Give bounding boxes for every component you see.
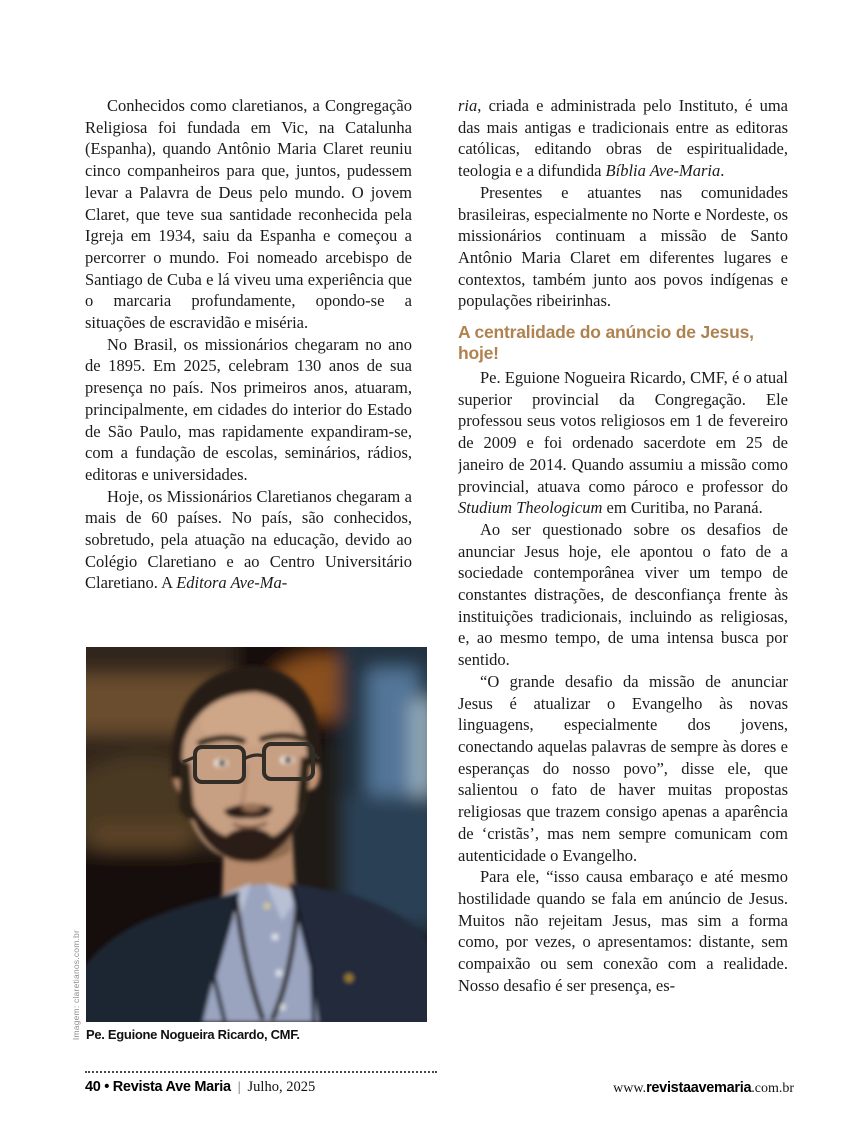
paragraph-continuation: ria, criada e administrada pelo Instituto, é uma das mais antigas e tradicionais entre as editoras católicas, editando obras de espiritualidade, teologia e a difundida Bíblia Ave-Maria.	[458, 96, 788, 181]
paragraph: Ao ser questionado sobre os desafios de anunciar Jesus hoje, ele apontou o fato de a sociedade contemporânea viver um tempo de constantes distrações, de desconfiança frente às instituições tradicionais, incluindo as religiosas, e, ao mesmo tempo, de uma intensa busca por sentido.	[458, 519, 788, 670]
paragraph: “O grande desafio da missão de anunciar Jesus é atualizar o Evangelho às novas linguagens, especialmente dos jovens, conectando aquelas palavras de sempre às dores e esperanças do nosso povo”, disse ele, que salientou o fato de haver muitas propostas religiosas que trazem consigo apenas a aparência de ‘cristãs’, mas nem sempre comunicam com autenticidade o Evangelho.	[458, 671, 788, 865]
footer-dotted-rule	[85, 1071, 437, 1073]
portrait-photo	[86, 647, 427, 1022]
portrait-illustration	[86, 647, 427, 1022]
footer-issue-date: Julho, 2025	[247, 1079, 316, 1095]
footer-website-url	[613, 1080, 794, 1097]
url-suffix: .com.br	[751, 1081, 794, 1096]
photo-caption: Pe. Eguione Nogueira Ricardo, CMF.	[86, 1027, 300, 1042]
footer-separator: |	[237, 1080, 241, 1095]
portrait-figure	[71, 647, 427, 1042]
paragraph: Para ele, “isso causa embaraço e até mesmo hostilidade quando se fala em anúncio de Jesus. Muitos não rejeitam Jesus, mas sim a forma como, por vezes, o apresentamos: distante, sem compaixão ou sem conexão com a realidade. Nosso desafio é ser presença, es-	[458, 867, 788, 995]
photo-credit: Imagem: claretianos.com.br	[71, 929, 81, 1040]
right-column	[458, 95, 788, 1040]
paragraph: Hoje, os Missionários Claretianos chegaram a mais de 60 países. No país, são conhecidos, sobretudo, pela atuação na educação, devido ao Colégio Claretiano e ao Centro Universitário Claretiano. A Editora Ave-Ma-	[85, 486, 412, 593]
page-number-brand: 40 • Revista Ave Maria	[85, 1079, 231, 1095]
section-heading: A centralidade do anúncio de Jesus, hoje!	[458, 322, 754, 364]
paragraph: Presentes e atuantes nas comunidades brasileiras, especialmente no Norte e Nordeste, os missionários continuam a missão de Santo Antônio Maria Claret em diferentes lugares e contextos, também junto aos povos indígenas e populações ribeirinhas.	[458, 182, 788, 311]
footer-left	[85, 1079, 315, 1096]
paragraph: No Brasil, os missionários chegaram no ano de 1895. Em 2025, celebram 130 anos de sua presença no país. Nos primeiros anos, atuaram, principalmente, em cidades do interior do Estado de São Paulo, mas rapidamente expandiram-se, com a fundação de escolas, seminários, rádios, editoras e universidades.	[85, 334, 412, 484]
paragraph: Pe. Eguione Nogueira Ricardo, CMF, é o atual superior provincial da Congregação. Ele professou seus votos religiosos em 1 de fevereiro de 2009 e foi ordenado sacerdote em 25 de janeiro de 2014. Quando assumiu a missão como provincial, atuava como pároco e professor do Studium Theologicum em Curitiba, no Paraná.	[458, 368, 788, 518]
url-domain: revistaavemaria	[646, 1080, 752, 1096]
left-column	[85, 95, 412, 645]
paragraph: Conhecidos como claretianos, a Congregação Religiosa foi fundada em Vic, na Catalunha (Espanha), quando Antônio Maria Claret reuniu cinco companheiros para que, juntos, pudessem levar a Palavra de Deus pelo mundo. O jovem Claret, que teve sua santidade reconhecida pela Igreja em 1934, saiu da Espanha e começou a percorrer o mundo. Foi nomeado arcebispo de Santiago de Cuba e lá viveu uma experiência que o marcaria profundamente, opondo-se a situações de escravidão e miséria.	[85, 96, 412, 333]
url-prefix: www.	[613, 1081, 647, 1096]
